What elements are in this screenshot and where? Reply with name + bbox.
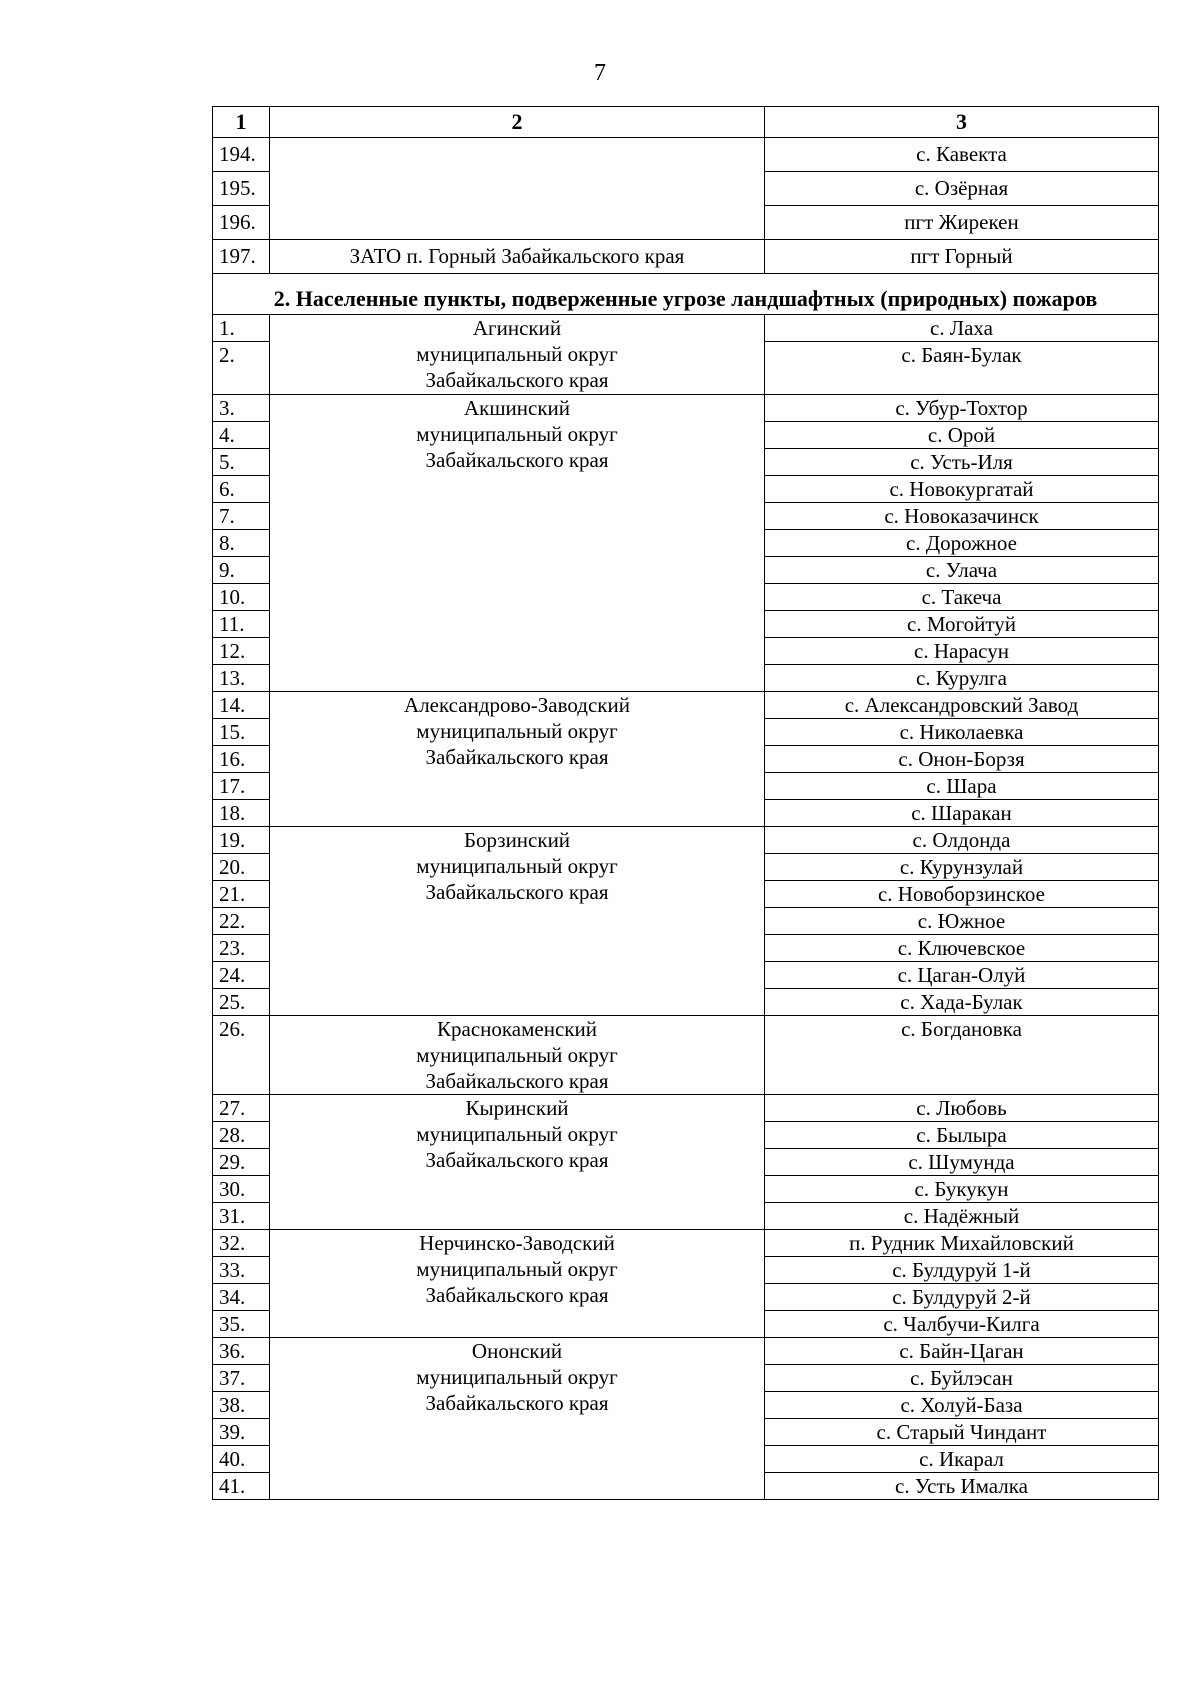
table-row bbox=[213, 240, 1159, 274]
locality-cell: пгт Горный bbox=[765, 240, 1159, 274]
table-row bbox=[213, 827, 1159, 854]
locality-cell: с. Баян-Булак bbox=[765, 342, 1159, 395]
locality-cell: с. Надёжный bbox=[765, 1203, 1159, 1230]
locality-cell: с. Лаха bbox=[765, 315, 1159, 342]
district-cell bbox=[270, 395, 765, 692]
locality-cell: с. Онон-Борзя bbox=[765, 746, 1159, 773]
row-number: 40. bbox=[213, 1446, 270, 1473]
row-number: 196. bbox=[213, 206, 270, 240]
locality-cell: с. Нарасун bbox=[765, 638, 1159, 665]
locality-cell: с. Южное bbox=[765, 908, 1159, 935]
district-cell bbox=[270, 1095, 765, 1230]
row-number: 31. bbox=[213, 1203, 270, 1230]
locality-cell: с. Кавекта bbox=[765, 138, 1159, 172]
row-number: 16. bbox=[213, 746, 270, 773]
row-number: 21. bbox=[213, 881, 270, 908]
row-number: 36. bbox=[213, 1338, 270, 1365]
locality-cell: с. Холуй-База bbox=[765, 1392, 1159, 1419]
district-cell: ЗАТО п. Горный Забайкальского края bbox=[270, 240, 765, 274]
locality-cell: с. Шара bbox=[765, 773, 1159, 800]
district-cell bbox=[270, 315, 765, 395]
row-number: 7. bbox=[213, 503, 270, 530]
row-number: 5. bbox=[213, 449, 270, 476]
row-number: 19. bbox=[213, 827, 270, 854]
row-number: 17. bbox=[213, 773, 270, 800]
row-number: 29. bbox=[213, 1149, 270, 1176]
localities-table bbox=[212, 106, 1159, 1500]
section-title: 2. Населенные пункты, подверженные угрозе ландшафтных (природных) пожаров bbox=[213, 274, 1159, 315]
row-number: 1. bbox=[213, 315, 270, 342]
locality-cell: с. Цаган-Олуй bbox=[765, 962, 1159, 989]
row-number: 27. bbox=[213, 1095, 270, 1122]
row-number: 24. bbox=[213, 962, 270, 989]
locality-cell: с. Булдуруй 2-й bbox=[765, 1284, 1159, 1311]
district-name-line: муниципальный округ bbox=[416, 342, 618, 366]
district-cell bbox=[270, 1338, 765, 1500]
district-name-line: муниципальный округ bbox=[416, 422, 618, 446]
row-number: 195. bbox=[213, 172, 270, 206]
district-name-line: Забайкальского края bbox=[425, 1148, 609, 1172]
locality-cell: с. Букукун bbox=[765, 1176, 1159, 1203]
district-name-line: муниципальный округ bbox=[416, 1365, 618, 1389]
row-number: 23. bbox=[213, 935, 270, 962]
row-number: 28. bbox=[213, 1122, 270, 1149]
row-number: 41. bbox=[213, 1473, 270, 1500]
locality-cell: с. Озёрная bbox=[765, 172, 1159, 206]
row-number: 10. bbox=[213, 584, 270, 611]
row-number: 37. bbox=[213, 1365, 270, 1392]
row-number: 33. bbox=[213, 1257, 270, 1284]
section-heading-row bbox=[213, 274, 1159, 315]
row-number: 14. bbox=[213, 692, 270, 719]
locality-cell: с. Александровский Завод bbox=[765, 692, 1159, 719]
locality-cell: с. Олдонда bbox=[765, 827, 1159, 854]
row-number: 30. bbox=[213, 1176, 270, 1203]
row-number: 34. bbox=[213, 1284, 270, 1311]
district-name-line: Забайкальского края bbox=[425, 1391, 609, 1415]
district-name-line: Александрово-Заводский bbox=[404, 693, 630, 717]
locality-cell: с. Старый Чиндант bbox=[765, 1419, 1159, 1446]
district-name-line: Краснокаменский bbox=[437, 1017, 597, 1041]
table-row bbox=[213, 1230, 1159, 1257]
locality-cell: с. Булдуруй 1-й bbox=[765, 1257, 1159, 1284]
locality-cell: с. Былыра bbox=[765, 1122, 1159, 1149]
row-number: 194. bbox=[213, 138, 270, 172]
district-cell-empty bbox=[270, 138, 765, 240]
locality-cell: с. Усть Ималка bbox=[765, 1473, 1159, 1500]
row-number: 197. bbox=[213, 240, 270, 274]
row-number: 35. bbox=[213, 1311, 270, 1338]
row-number: 25. bbox=[213, 989, 270, 1016]
district-name-line: Забайкальского края bbox=[425, 1283, 609, 1307]
district-name-line: Нерчинско-Заводский bbox=[419, 1231, 615, 1255]
table-row bbox=[213, 138, 1159, 172]
table-row bbox=[213, 692, 1159, 719]
header-row bbox=[213, 107, 1159, 138]
district-cell bbox=[270, 1230, 765, 1338]
row-number: 26. bbox=[213, 1016, 270, 1095]
locality-cell: с. Новоказачинск bbox=[765, 503, 1159, 530]
locality-cell: с. Ключевское bbox=[765, 935, 1159, 962]
locality-cell: с. Икарал bbox=[765, 1446, 1159, 1473]
locality-cell: с. Буйлэсан bbox=[765, 1365, 1159, 1392]
row-number: 38. bbox=[213, 1392, 270, 1419]
row-number: 2. bbox=[213, 342, 270, 395]
locality-cell: с. Байн-Цаган bbox=[765, 1338, 1159, 1365]
locality-cell: с. Новокургатай bbox=[765, 476, 1159, 503]
locality-cell: с. Такеча bbox=[765, 584, 1159, 611]
locality-cell: с. Курунзулай bbox=[765, 854, 1159, 881]
district-name-line: муниципальный округ bbox=[416, 719, 618, 743]
locality-cell: с. Богдановка bbox=[765, 1016, 1159, 1095]
locality-cell: с. Шаракан bbox=[765, 800, 1159, 827]
district-name-line: Кыринский bbox=[465, 1096, 569, 1120]
row-number: 4. bbox=[213, 422, 270, 449]
locality-cell: с. Николаевка bbox=[765, 719, 1159, 746]
header-col-3: 3 bbox=[765, 107, 1159, 138]
row-number: 20. bbox=[213, 854, 270, 881]
row-number: 6. bbox=[213, 476, 270, 503]
row-number: 13. bbox=[213, 665, 270, 692]
district-name-line: муниципальный округ bbox=[416, 1257, 618, 1281]
locality-cell: с. Усть-Иля bbox=[765, 449, 1159, 476]
row-number: 15. bbox=[213, 719, 270, 746]
district-name-line: Ононский bbox=[471, 1339, 563, 1363]
district-name-line: Агинский bbox=[472, 316, 562, 340]
locality-cell: с. Новоборзинское bbox=[765, 881, 1159, 908]
locality-cell: с. Любовь bbox=[765, 1095, 1159, 1122]
row-number: 12. bbox=[213, 638, 270, 665]
district-cell bbox=[270, 827, 765, 1016]
table-row bbox=[213, 1338, 1159, 1365]
district-name-line: Забайкальского края bbox=[425, 880, 609, 904]
locality-cell: с. Улача bbox=[765, 557, 1159, 584]
district-name-line: Забайкальского края bbox=[425, 745, 609, 769]
locality-cell: с. Хада-Булак bbox=[765, 989, 1159, 1016]
table-row bbox=[213, 1016, 1159, 1095]
locality-cell: с. Могойтуй bbox=[765, 611, 1159, 638]
row-number: 9. bbox=[213, 557, 270, 584]
header-col-2: 2 bbox=[270, 107, 765, 138]
district-name-line: муниципальный округ bbox=[416, 1122, 618, 1146]
row-number: 18. bbox=[213, 800, 270, 827]
district-name-line: Забайкальского края bbox=[425, 1069, 609, 1093]
locality-cell: с. Убур-Тохтор bbox=[765, 395, 1159, 422]
table-row bbox=[213, 315, 1159, 342]
header-col-1: 1 bbox=[213, 107, 270, 138]
row-number: 8. bbox=[213, 530, 270, 557]
district-cell bbox=[270, 692, 765, 827]
district-name-line: Забайкальского края bbox=[425, 368, 609, 392]
district-name-line: муниципальный округ bbox=[416, 1043, 618, 1067]
district-name-line: муниципальный округ bbox=[416, 854, 618, 878]
locality-cell: п. Рудник Михайловский bbox=[765, 1230, 1159, 1257]
row-number: 11. bbox=[213, 611, 270, 638]
district-name-line: Борзинский bbox=[463, 828, 571, 852]
locality-cell: с. Чалбучи-Килга bbox=[765, 1311, 1159, 1338]
row-number: 39. bbox=[213, 1419, 270, 1446]
locality-cell: с. Дорожное bbox=[765, 530, 1159, 557]
locality-cell: пгт Жирекен bbox=[765, 206, 1159, 240]
row-number: 32. bbox=[213, 1230, 270, 1257]
page-number: 7 bbox=[594, 60, 606, 86]
table-row bbox=[213, 1095, 1159, 1122]
row-number: 22. bbox=[213, 908, 270, 935]
locality-cell: с. Шумунда bbox=[765, 1149, 1159, 1176]
district-name-line: Забайкальского края bbox=[425, 448, 609, 472]
row-number: 3. bbox=[213, 395, 270, 422]
district-name-line: Акшинский bbox=[463, 396, 570, 420]
district-cell bbox=[270, 1016, 765, 1095]
locality-cell: с. Курулга bbox=[765, 665, 1159, 692]
table-row bbox=[213, 395, 1159, 422]
locality-cell: с. Орой bbox=[765, 422, 1159, 449]
